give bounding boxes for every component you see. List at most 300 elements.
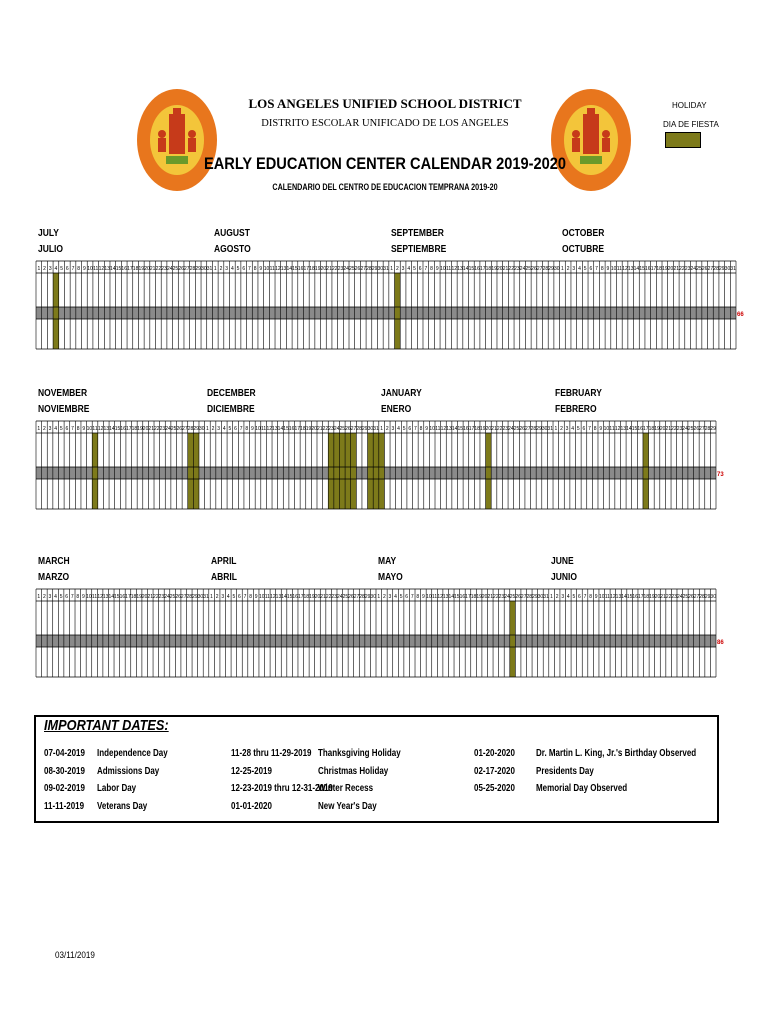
month-label-spanish: ABRIL bbox=[210, 572, 237, 583]
day-number: 24 bbox=[336, 594, 343, 600]
day-number: 1 bbox=[554, 426, 558, 432]
school-days-count: 86 bbox=[717, 640, 724, 646]
day-number: 12 bbox=[98, 266, 105, 272]
day-number: 5 bbox=[399, 594, 403, 600]
day-number: 22 bbox=[153, 594, 159, 600]
day-number: 23 bbox=[161, 266, 167, 272]
day-number: 17 bbox=[303, 266, 310, 272]
day-number: 5 bbox=[232, 594, 236, 600]
day-number: 7 bbox=[248, 266, 251, 272]
day-number: 18 bbox=[309, 266, 315, 272]
day-number: 10 bbox=[598, 594, 605, 600]
legend-holiday-label-spanish: DIA DE FIESTA bbox=[663, 120, 719, 129]
calendar-block bbox=[0, 556, 770, 683]
day-number: 28 bbox=[704, 426, 711, 432]
day-number: 3 bbox=[561, 594, 565, 600]
day-number: 27 bbox=[353, 594, 360, 600]
holiday-cell bbox=[351, 433, 357, 509]
important-date-name: Admissions Day bbox=[97, 765, 160, 777]
day-number: 11 bbox=[446, 266, 452, 272]
day-number: 10 bbox=[258, 594, 265, 600]
month-label-spanish: JUNIO bbox=[550, 572, 577, 583]
day-number: 2 bbox=[560, 426, 563, 432]
day-number: 17 bbox=[127, 266, 133, 272]
day-number: 9 bbox=[599, 426, 603, 432]
day-number: 2 bbox=[43, 426, 46, 432]
month-label: JANUARY bbox=[380, 388, 422, 399]
day-number: 18 bbox=[656, 266, 662, 272]
day-number: 20 bbox=[654, 594, 661, 600]
day-number: 7 bbox=[239, 426, 243, 432]
day-number: 16 bbox=[120, 426, 126, 432]
day-number: 5 bbox=[59, 594, 63, 600]
day-number: 16 bbox=[632, 594, 638, 600]
day-number: 9 bbox=[421, 594, 425, 600]
day-number: 18 bbox=[303, 594, 310, 600]
holiday-cell bbox=[368, 433, 374, 509]
day-number: 7 bbox=[243, 594, 247, 600]
month-label-spanish: SEPTIEMBRE bbox=[390, 244, 447, 255]
day-number: 3 bbox=[48, 594, 52, 600]
day-number: 12 bbox=[270, 594, 276, 600]
important-date-name: Christmas Holiday bbox=[318, 765, 389, 777]
day-number: 16 bbox=[297, 266, 304, 272]
day-number: 31 bbox=[373, 426, 379, 432]
day-number: 29 bbox=[704, 594, 711, 600]
day-number: 23 bbox=[671, 594, 677, 600]
day-number: 7 bbox=[424, 266, 428, 272]
day-number: 24 bbox=[343, 266, 349, 272]
day-number: 31 bbox=[543, 594, 549, 600]
day-number: 9 bbox=[435, 266, 439, 272]
day-number: 28 bbox=[526, 594, 533, 600]
day-number: 23 bbox=[498, 594, 505, 600]
day-number: 30 bbox=[710, 594, 716, 600]
month-label: NOVEMBER bbox=[38, 388, 88, 399]
day-number: 19 bbox=[491, 266, 497, 272]
important-date: 12-25-2019 bbox=[231, 765, 272, 777]
day-number: 28 bbox=[699, 594, 705, 600]
day-number: 10 bbox=[440, 266, 446, 272]
day-number: 31 bbox=[730, 266, 736, 272]
day-number: 26 bbox=[175, 594, 181, 600]
day-number: 15 bbox=[283, 426, 289, 432]
day-number: 19 bbox=[476, 594, 482, 600]
day-number: 31 bbox=[547, 426, 553, 432]
day-number: 23 bbox=[158, 594, 165, 600]
day-number: 8 bbox=[77, 266, 81, 272]
day-number: 1 bbox=[37, 426, 41, 432]
day-number: 5 bbox=[60, 266, 64, 272]
day-number: 20 bbox=[141, 594, 148, 600]
day-number: 26 bbox=[178, 266, 184, 272]
day-number: 6 bbox=[242, 266, 246, 272]
day-number: 5 bbox=[228, 426, 232, 432]
day-number: 11 bbox=[435, 426, 441, 432]
day-number: 9 bbox=[82, 426, 86, 432]
day-number: 12 bbox=[266, 426, 273, 432]
day-number: 13 bbox=[103, 426, 110, 432]
day-number: 14 bbox=[286, 266, 293, 272]
day-number: 24 bbox=[504, 594, 510, 600]
revision-date: 03/11/2019 bbox=[55, 950, 95, 960]
day-number: 22 bbox=[155, 266, 162, 272]
school-days-count: 66 bbox=[737, 312, 744, 318]
day-number: 8 bbox=[589, 594, 592, 600]
month-label: AUGUST bbox=[214, 228, 251, 239]
day-number: 14 bbox=[277, 426, 284, 432]
day-number: 17 bbox=[125, 594, 131, 600]
day-number: 4 bbox=[230, 266, 234, 272]
day-number: 10 bbox=[87, 266, 93, 272]
holiday-cell bbox=[643, 433, 649, 509]
day-number: 27 bbox=[699, 426, 705, 432]
day-number: 9 bbox=[254, 594, 258, 600]
day-number: 17 bbox=[125, 426, 132, 432]
holiday-cell bbox=[188, 433, 194, 509]
day-number: 22 bbox=[331, 266, 338, 272]
day-number: 8 bbox=[593, 426, 597, 432]
day-number: 11 bbox=[93, 266, 99, 272]
day-number: 15 bbox=[457, 426, 464, 432]
day-number: 29 bbox=[192, 594, 198, 600]
day-number: 21 bbox=[317, 426, 323, 432]
important-date: 02-17-2020 bbox=[474, 765, 515, 777]
day-number: 11 bbox=[91, 594, 98, 600]
day-number: 22 bbox=[322, 426, 329, 432]
holiday-cell bbox=[510, 601, 516, 677]
day-number: 1 bbox=[550, 594, 553, 600]
day-number: 30 bbox=[197, 594, 204, 600]
day-number: 30 bbox=[377, 266, 384, 272]
day-number: 10 bbox=[603, 426, 610, 432]
day-number: 12 bbox=[275, 266, 281, 272]
day-number: 8 bbox=[419, 426, 423, 432]
day-number: 13 bbox=[280, 266, 287, 272]
day-number: 27 bbox=[520, 594, 527, 600]
day-number: 28 bbox=[713, 266, 719, 272]
day-number: 16 bbox=[645, 266, 651, 272]
day-number: 8 bbox=[600, 266, 604, 272]
day-number: 14 bbox=[451, 426, 458, 432]
calendar-block bbox=[0, 388, 770, 515]
day-number: 25 bbox=[172, 266, 179, 272]
day-number: 24 bbox=[165, 426, 171, 432]
day-number: 3 bbox=[225, 266, 229, 272]
day-number: 13 bbox=[442, 594, 449, 600]
day-number: 18 bbox=[474, 426, 480, 432]
day-number: 22 bbox=[493, 594, 499, 600]
day-number: 30 bbox=[724, 266, 731, 272]
day-number: 16 bbox=[459, 594, 466, 600]
day-number: 23 bbox=[502, 426, 509, 432]
day-number: 20 bbox=[667, 266, 674, 272]
day-number: 1 bbox=[37, 266, 41, 272]
day-number: 2 bbox=[385, 426, 389, 432]
day-number: 27 bbox=[536, 266, 543, 272]
day-number: 2 bbox=[215, 594, 219, 600]
day-number: 21 bbox=[491, 426, 497, 432]
day-number: 29 bbox=[195, 266, 201, 272]
day-number: 1 bbox=[213, 266, 217, 272]
day-number: 17 bbox=[294, 426, 301, 432]
day-number: 13 bbox=[275, 594, 282, 600]
day-number: 23 bbox=[514, 266, 520, 272]
day-number: 15 bbox=[292, 266, 298, 272]
day-number: 25 bbox=[509, 594, 516, 600]
day-number: 14 bbox=[281, 594, 287, 600]
day-number: 17 bbox=[465, 594, 471, 600]
day-number: 26 bbox=[176, 426, 183, 432]
day-number: 11 bbox=[616, 266, 622, 272]
day-number: 6 bbox=[65, 426, 69, 432]
day-number: 19 bbox=[136, 594, 142, 600]
month-label-spanish: MAYO bbox=[378, 572, 403, 583]
important-date-name: Thanksgiving Holiday bbox=[318, 748, 401, 759]
district-name-spanish: DISTRITO ESCOLAR UNIFICADO DE LOS ANGELES bbox=[261, 118, 509, 129]
day-number: 25 bbox=[342, 594, 349, 600]
day-number: 2 bbox=[219, 266, 223, 272]
day-number: 21 bbox=[320, 594, 326, 600]
day-number: 25 bbox=[339, 426, 346, 432]
day-number: 1 bbox=[377, 594, 381, 600]
day-number: 15 bbox=[114, 426, 121, 432]
month-label: JULY bbox=[38, 228, 59, 239]
day-number: 30 bbox=[553, 266, 560, 272]
important-date: 05-25-2020 bbox=[474, 783, 515, 794]
day-number: 6 bbox=[582, 426, 586, 432]
day-number: 20 bbox=[497, 266, 503, 272]
important-date-name: New Year's Day bbox=[318, 800, 377, 812]
day-number: 31 bbox=[203, 594, 209, 600]
day-number: 9 bbox=[606, 266, 610, 272]
day-number: 14 bbox=[633, 266, 640, 272]
day-number: 17 bbox=[650, 266, 657, 272]
month-label-spanish: ENERO bbox=[380, 404, 412, 415]
day-number: 12 bbox=[451, 266, 458, 272]
day-number: 3 bbox=[572, 266, 576, 272]
day-number: 16 bbox=[121, 266, 127, 272]
day-number: 22 bbox=[325, 594, 332, 600]
important-date: 08-30-2019 bbox=[44, 765, 85, 777]
day-number: 5 bbox=[413, 266, 416, 272]
day-number: 4 bbox=[394, 594, 397, 600]
day-number: 5 bbox=[59, 426, 63, 432]
day-number: 28 bbox=[356, 426, 362, 432]
day-number: 14 bbox=[462, 266, 469, 272]
day-number: 25 bbox=[169, 594, 176, 600]
day-number: 19 bbox=[138, 266, 145, 272]
calendar-block bbox=[0, 228, 770, 355]
day-number: 6 bbox=[65, 594, 69, 600]
month-label-spanish: JULIO bbox=[38, 244, 64, 255]
day-number: 9 bbox=[81, 594, 85, 600]
day-number: 3 bbox=[388, 594, 392, 600]
day-number: 29 bbox=[718, 266, 725, 272]
important-date-name: Presidents Day bbox=[536, 765, 594, 777]
day-number: 7 bbox=[413, 426, 417, 432]
day-number: 15 bbox=[115, 266, 122, 272]
day-number: 10 bbox=[426, 594, 432, 600]
day-number: 20 bbox=[485, 426, 492, 432]
day-number: 4 bbox=[54, 426, 58, 432]
day-number: 6 bbox=[578, 594, 581, 600]
calendar-subtitle: CALENDARIO DEL CENTRO DE EDUCACION TEMPRANA 2019-20 bbox=[272, 182, 498, 192]
day-number: 29 bbox=[532, 594, 538, 600]
day-number: 2 bbox=[211, 426, 215, 432]
day-number: 4 bbox=[407, 266, 411, 272]
day-number: 7 bbox=[70, 594, 74, 600]
day-number: 13 bbox=[620, 426, 627, 432]
day-number: 17 bbox=[642, 426, 649, 432]
day-number: 9 bbox=[250, 426, 254, 432]
holiday-cell bbox=[395, 273, 401, 349]
day-number: 30 bbox=[541, 426, 548, 432]
day-number: 12 bbox=[440, 426, 447, 432]
day-number: 8 bbox=[76, 594, 80, 600]
day-number: 9 bbox=[82, 266, 86, 272]
day-number: 20 bbox=[314, 594, 321, 600]
day-number: 28 bbox=[366, 266, 372, 272]
day-number: 13 bbox=[104, 266, 110, 272]
day-number: 31 bbox=[206, 266, 213, 272]
day-number: 31 bbox=[383, 266, 389, 272]
holiday-cell bbox=[345, 433, 351, 509]
day-number: 5 bbox=[236, 266, 240, 272]
day-number: 2 bbox=[42, 594, 46, 600]
day-number: 16 bbox=[474, 266, 480, 272]
day-number: 24 bbox=[333, 426, 340, 432]
day-number: 29 bbox=[361, 426, 368, 432]
day-number: 27 bbox=[693, 594, 700, 600]
day-number: 21 bbox=[149, 266, 156, 272]
day-number: 13 bbox=[615, 594, 622, 600]
day-number: 3 bbox=[391, 426, 395, 432]
day-number: 12 bbox=[614, 426, 621, 432]
day-number: 15 bbox=[286, 594, 293, 600]
month-label-spanish: NOVIEMBRE bbox=[38, 404, 90, 415]
day-number: 3 bbox=[48, 266, 52, 272]
day-number: 1 bbox=[210, 594, 213, 600]
day-number: 22 bbox=[671, 426, 677, 432]
month-label: APRIL bbox=[210, 556, 237, 567]
day-number: 2 bbox=[555, 594, 559, 600]
holiday-cell bbox=[339, 433, 345, 509]
day-number: 7 bbox=[410, 594, 414, 600]
day-number: 2 bbox=[395, 266, 399, 272]
day-number: 4 bbox=[226, 594, 230, 600]
day-number: 15 bbox=[454, 594, 460, 600]
day-number: 8 bbox=[245, 426, 249, 432]
day-number: 27 bbox=[182, 426, 188, 432]
day-number: 18 bbox=[485, 266, 492, 272]
day-number: 23 bbox=[684, 266, 691, 272]
day-number: 10 bbox=[86, 594, 92, 600]
day-number: 22 bbox=[665, 594, 672, 600]
day-number: 20 bbox=[144, 266, 150, 272]
important-date: 07-04-2019 bbox=[44, 748, 85, 759]
day-number: 21 bbox=[147, 594, 154, 600]
day-number: 8 bbox=[253, 266, 257, 272]
day-number: 26 bbox=[354, 266, 361, 272]
day-number: 14 bbox=[109, 426, 115, 432]
day-number: 8 bbox=[416, 594, 420, 600]
day-number: 16 bbox=[463, 426, 469, 432]
day-number: 25 bbox=[682, 594, 689, 600]
day-number: 5 bbox=[402, 426, 406, 432]
day-number: 28 bbox=[530, 426, 537, 432]
month-label: MARCH bbox=[38, 556, 70, 567]
day-number: 29 bbox=[536, 426, 542, 432]
day-number: 25 bbox=[349, 266, 355, 272]
day-number: 4 bbox=[222, 426, 226, 432]
day-number: 5 bbox=[583, 266, 587, 272]
day-number: 6 bbox=[234, 426, 237, 432]
day-number: 19 bbox=[649, 594, 655, 600]
holiday-cell bbox=[92, 433, 98, 509]
day-number: 20 bbox=[481, 594, 488, 600]
important-dates-title: IMPORTANT DATES: bbox=[44, 717, 169, 734]
day-number: 23 bbox=[328, 426, 334, 432]
day-number: 15 bbox=[114, 594, 120, 600]
day-number: 27 bbox=[360, 266, 367, 272]
month-label-spanish: FEBRERO bbox=[555, 404, 597, 415]
day-number: 19 bbox=[309, 594, 315, 600]
day-number: 21 bbox=[148, 426, 154, 432]
day-number: 22 bbox=[496, 426, 503, 432]
day-number: 2 bbox=[382, 594, 386, 600]
month-label: DECEMBER bbox=[206, 388, 256, 399]
important-date-name: Dr. Martin L. King, Jr.'s Birthday Observed bbox=[536, 748, 697, 759]
important-date: 09-02-2019 bbox=[44, 783, 85, 794]
day-number: 14 bbox=[110, 266, 116, 272]
day-number: 30 bbox=[367, 426, 374, 432]
day-number: 12 bbox=[437, 594, 443, 600]
day-number: 1 bbox=[390, 266, 394, 272]
day-number: 1 bbox=[561, 266, 564, 272]
day-number: 20 bbox=[659, 426, 666, 432]
day-number: 14 bbox=[108, 594, 115, 600]
day-number: 24 bbox=[682, 426, 688, 432]
day-number: 26 bbox=[345, 426, 351, 432]
day-number: 10 bbox=[86, 426, 93, 432]
day-number: 1 bbox=[380, 426, 384, 432]
day-number: 9 bbox=[594, 594, 598, 600]
day-number: 28 bbox=[542, 266, 549, 272]
day-number: 5 bbox=[572, 594, 576, 600]
day-number: 12 bbox=[610, 594, 616, 600]
day-number: 17 bbox=[297, 594, 304, 600]
day-number: 19 bbox=[137, 426, 143, 432]
day-number: 11 bbox=[261, 426, 267, 432]
day-number: 12 bbox=[97, 594, 103, 600]
day-number: 4 bbox=[571, 426, 575, 432]
day-number: 17 bbox=[468, 426, 475, 432]
day-number: 15 bbox=[468, 266, 475, 272]
day-number: 3 bbox=[48, 426, 52, 432]
day-number: 26 bbox=[688, 594, 694, 600]
important-date: 01-20-2020 bbox=[474, 748, 515, 759]
day-number: 1 bbox=[206, 426, 209, 432]
holiday-cell bbox=[328, 433, 334, 509]
day-number: 30 bbox=[370, 594, 376, 600]
day-number: 21 bbox=[502, 266, 509, 272]
day-number: 2 bbox=[566, 266, 570, 272]
day-number: 3 bbox=[221, 594, 225, 600]
day-number: 27 bbox=[184, 266, 190, 272]
day-number: 28 bbox=[186, 594, 193, 600]
day-number: 22 bbox=[679, 266, 685, 272]
